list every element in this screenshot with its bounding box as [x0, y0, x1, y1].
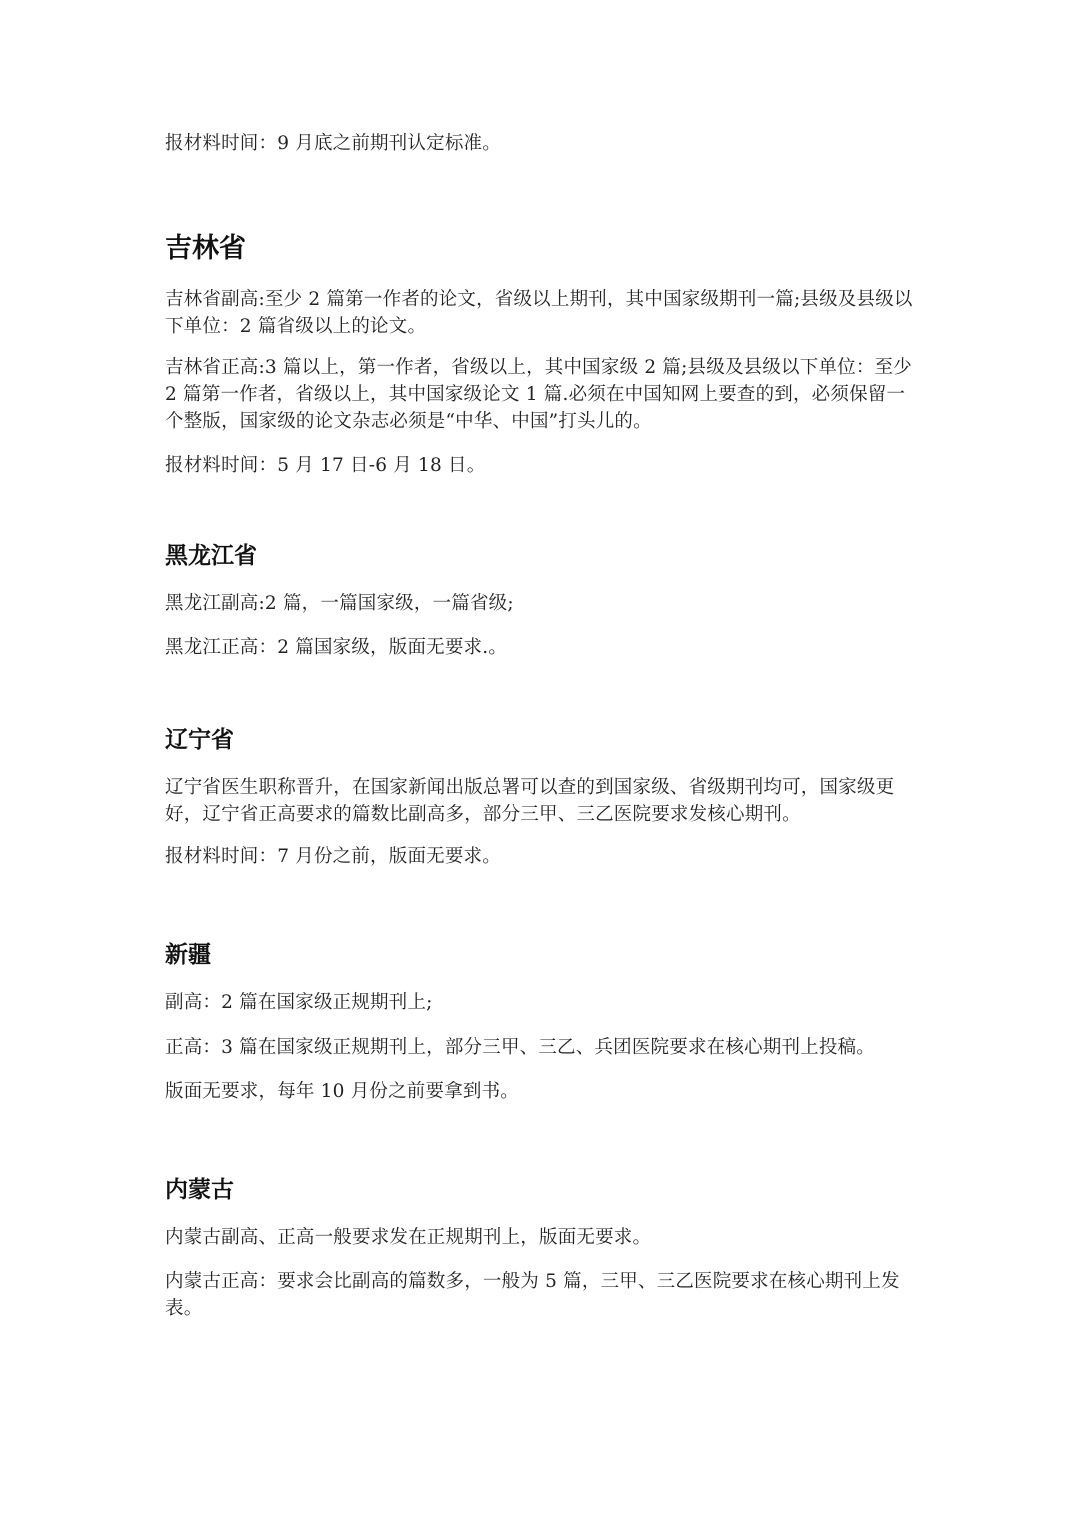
submission-time-text: 报材料时间：9 月底之前期刊认定标准。 [165, 133, 501, 154]
section-title-jilin: 吉林省 [165, 233, 246, 264]
paragraph-xinjiang-senior: 正高：3 篇在国家级正规期刊上，部分三甲、三乙、兵团医院要求在核心期刊上投稿。 [165, 1037, 875, 1058]
section-liaoning [165, 725, 915, 755]
section-title-liaoning: 辽宁省 [165, 727, 234, 753]
paragraph-xinjiang-layout: 版面无要求，每年 10 月份之前要拿到书。 [165, 1081, 520, 1102]
paragraph-neimenggu-senior: 内蒙古正高：要求会比副高的篇数多，一般为 5 篇，三甲、三乙医院要求在核心期刊上发表。 [165, 1271, 900, 1319]
section-title-heilongjiang: 黑龙江省 [165, 543, 257, 569]
section-title-neimenggu: 内蒙古 [165, 1177, 234, 1203]
paragraph-neimenggu-general: 内蒙古副高、正高一般要求发在正规期刊上，版面无要求。 [165, 1227, 652, 1248]
section-heilongjiang-body [165, 590, 915, 617]
section-heilongjiang-body-2 [165, 634, 915, 661]
section-xinjiang-body-3 [165, 1078, 915, 1105]
section-xinjiang [165, 940, 915, 970]
section-neimenggu-body-2 [165, 1268, 915, 1322]
section-liaoning-body-2 [165, 843, 915, 870]
section-neimenggu [165, 1175, 915, 1205]
section-xinjiang-body-2 [165, 1034, 915, 1061]
paragraph-liaoning-requirements: 辽宁省医生职称晋升，在国家新闻出版总署可以查的到国家级、省级期刊均可，国家级更好，辽宁省正高要求的篇数比副高多，部分三甲、三乙医院要求发核心期刊。 [165, 777, 895, 825]
section-heilongjiang [165, 541, 915, 571]
paragraph-xinjiang-associate: 副高：2 篇在国家级正规期刊上; [165, 992, 433, 1013]
section-liaoning-body [165, 774, 915, 828]
paragraph-jilin-senior: 吉林省正高:3 篇以上，第一作者，省级以上，其中国家级 2 篇;县级及县级以下单位：至少 2 篇第一作者，省级以上，其中国家级论文 1 篇.必须在中国知网上要查的到，必须保留一个整版，国家级的论文杂志必须是“中华、中国”打头儿的。 [165, 357, 912, 432]
paragraph-jilin-associate: 吉林省副高:至少 2 篇第一作者的论文，省级以上期刊，其中国家级期刊一篇;县级及县级以下单位：2 篇省级以上的论文。 [165, 289, 913, 337]
section-jilin-body [165, 286, 915, 340]
section-title-xinjiang: 新疆 [165, 942, 211, 968]
paragraph-heilongjiang-senior: 黑龙江正高：2 篇国家级，版面无要求.。 [165, 637, 508, 658]
section-jilin [165, 232, 915, 266]
paragraph-jilin-time: 报材料时间：5 月 17 日-6 月 18 日。 [165, 455, 486, 476]
section-previous [165, 130, 915, 157]
paragraph-liaoning-time: 报材料时间：7 月份之前，版面无要求。 [165, 846, 501, 867]
section-neimenggu-body [165, 1224, 915, 1251]
section-xinjiang-body [165, 989, 915, 1016]
section-jilin-body-3 [165, 452, 915, 479]
section-jilin-body-2 [165, 354, 915, 435]
paragraph-heilongjiang-associate: 黑龙江副高:2 篇，一篇国家级，一篇省级; [165, 593, 514, 614]
